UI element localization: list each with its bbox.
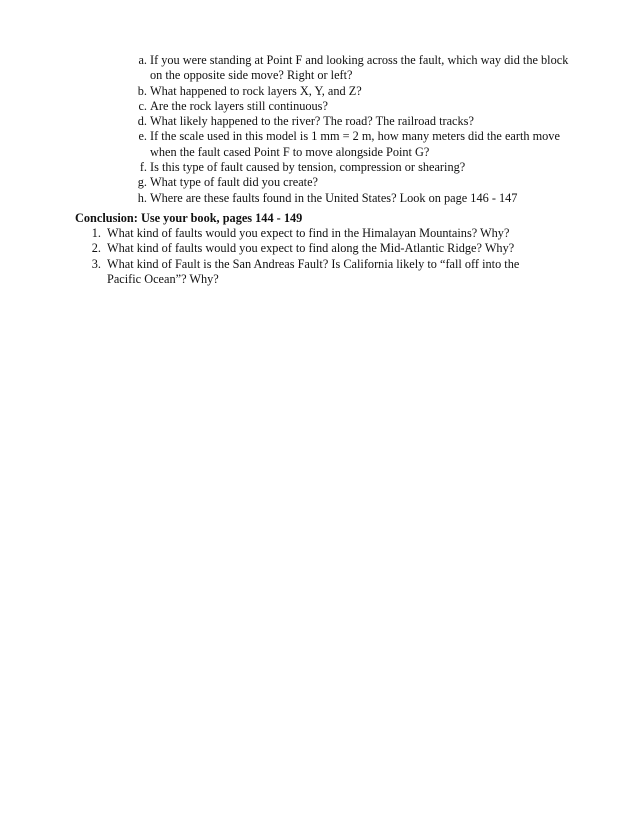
question-marker: f. [139,160,147,175]
conclusion-question-2 [83,241,553,256]
question-item-c [133,99,573,114]
lettered-question-list [133,53,573,206]
question-text: Where are these faults found in the United States? Look on page 146 - 147 [150,190,518,205]
question-marker: a. [138,53,147,67]
question-marker: b. [137,83,147,98]
question-marker: 2. [91,241,101,256]
question-item-d [133,114,573,129]
question-text: If the scale used in this model is 1 mm = 2 m, how many meters did the earth move when the fault cased Point F to move alongside Point G? [150,129,560,159]
conclusion-question-3 [83,257,553,288]
question-marker: g. [137,175,147,190]
question-text: What likely happened to the river? The road? The railroad tracks? [150,114,474,129]
question-text: If you were standing at Point F and looking across the fault, which way did the block on the opposite side move? Right or left? [150,53,569,83]
question-item-h [133,191,573,206]
question-text: Is this type of fault caused by tension, compression or shearing? [150,160,466,175]
question-text: What kind of Fault is the San Andreas Fault? Is California likely to “fall off into the Pacific Ocean”? Why? [107,256,520,286]
question-marker: h. [137,190,147,205]
question-marker: d. [137,114,147,129]
conclusion-question-list [83,226,553,287]
question-marker: 1. [91,226,101,240]
question-marker: e. [138,129,147,144]
question-item-a [133,53,573,84]
conclusion-heading: Conclusion: Use your book, pages 144 - 149 [75,211,303,225]
question-item-b [133,84,573,99]
question-text: What kind of faults would you expect to find in the Himalayan Mountains? Why? [107,226,510,240]
question-marker: 3. [91,256,101,271]
question-text: What kind of faults would you expect to find along the Mid-Atlantic Ridge? Why? [107,241,515,256]
conclusion-question-1 [83,226,553,241]
question-item-f [133,160,573,175]
question-text: What happened to rock layers X, Y, and Z? [150,83,362,98]
question-text: Are the rock layers still continuous? [150,98,328,113]
question-text: What type of fault did you create? [150,175,318,190]
question-marker: c. [138,98,147,113]
question-item-g [133,175,573,190]
question-item-e [133,129,573,160]
